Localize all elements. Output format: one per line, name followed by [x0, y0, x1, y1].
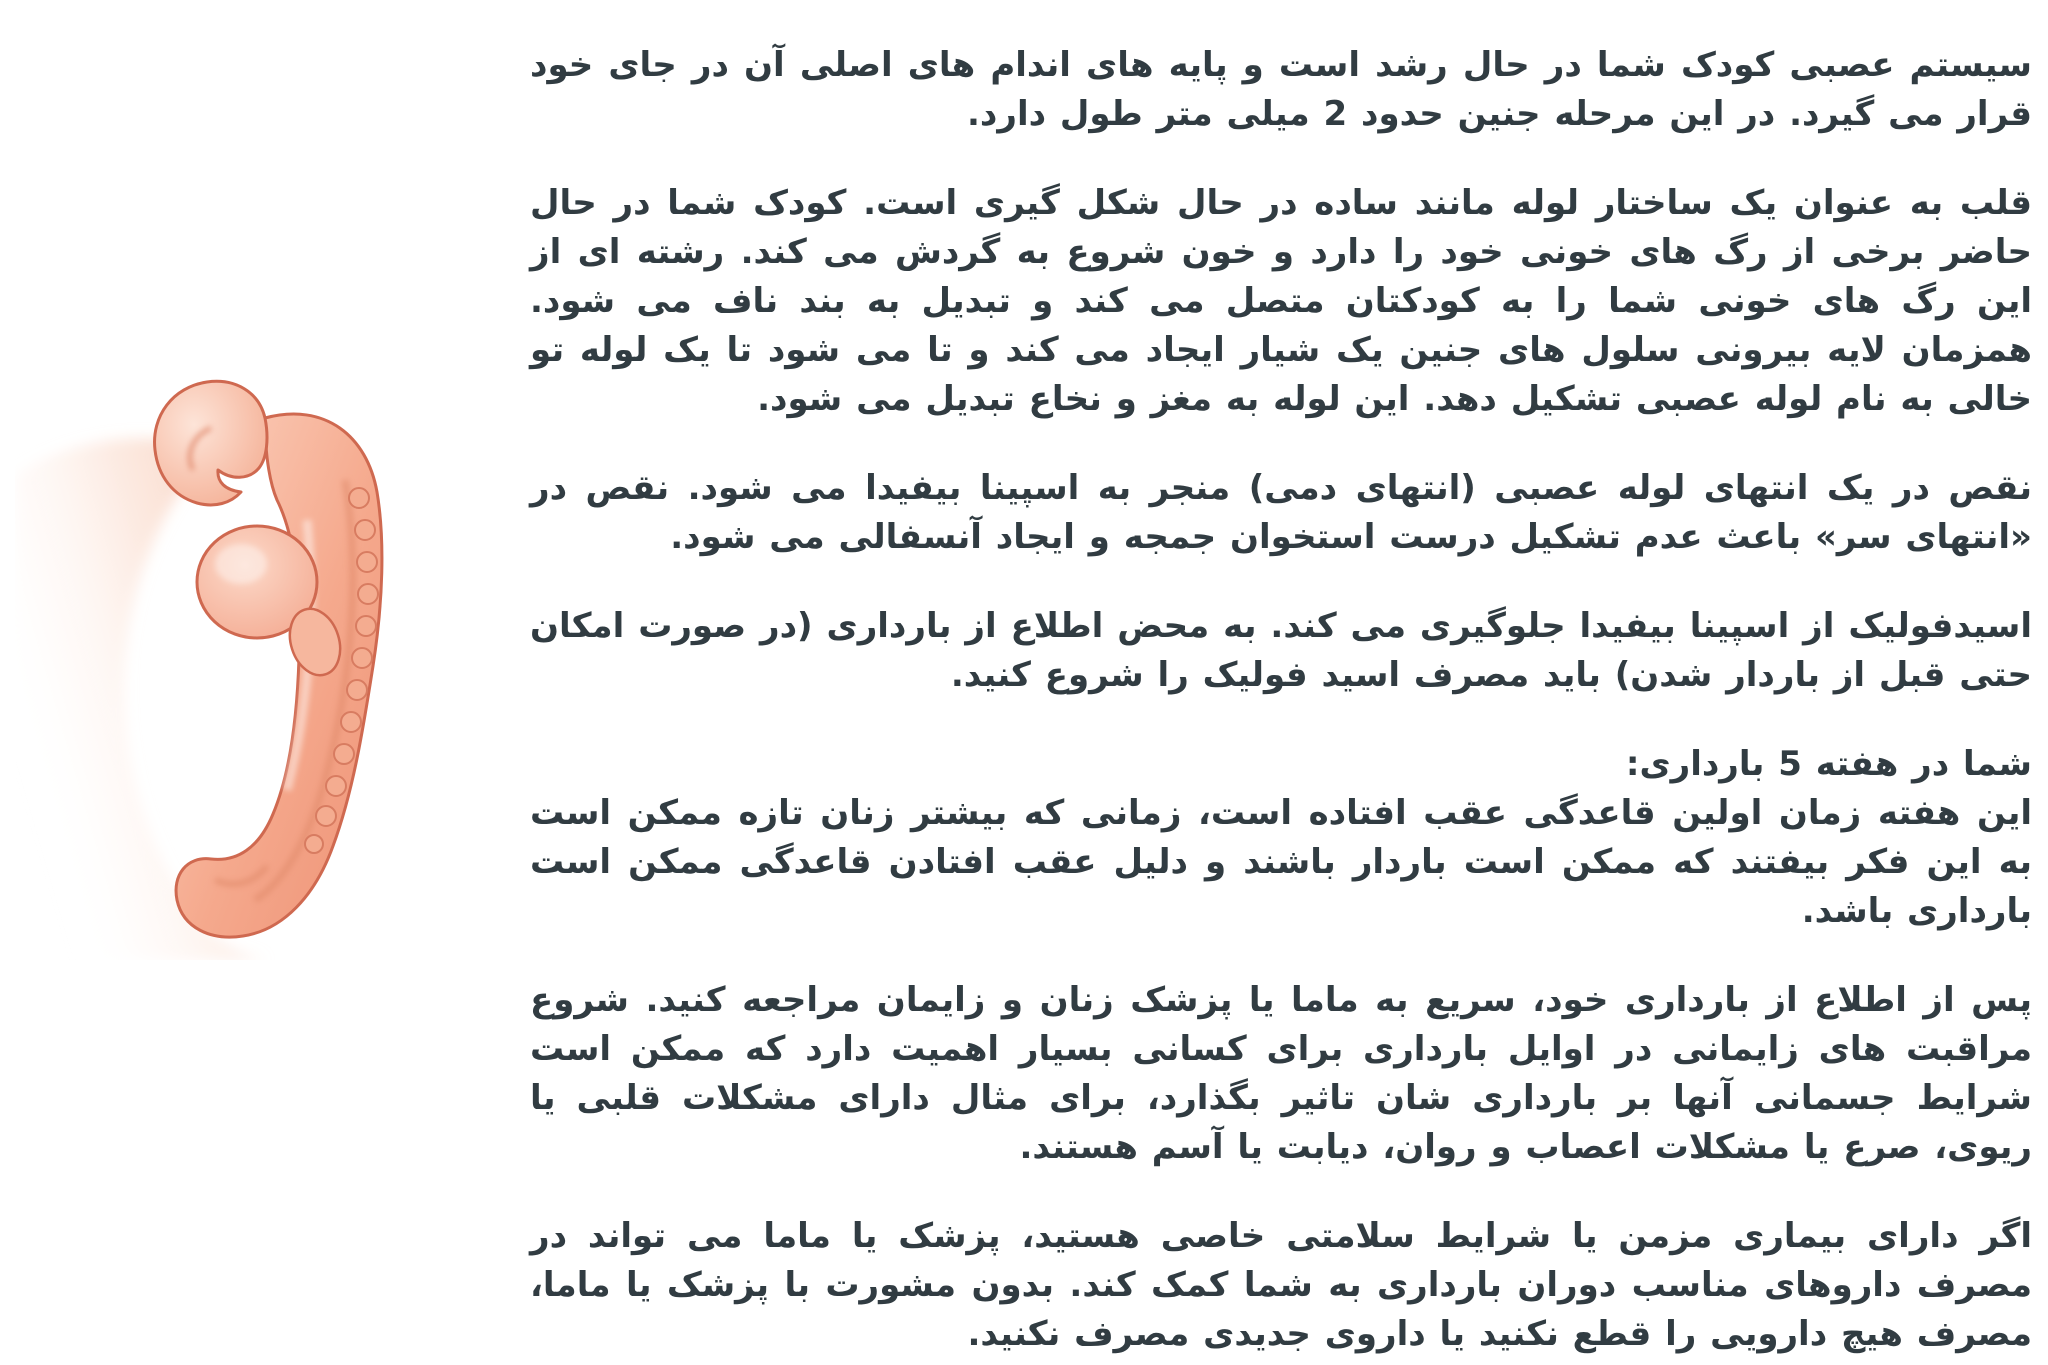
- paragraph-nervous-system: سیستم عصبی کودک شما در حال رشد است و پایه های اندام های اصلی آن در جای خود قرار می گیرد. در این مرحله جنین حدود 2 میلی متر طول دارد.: [530, 45, 2032, 134]
- embryo-head: [155, 381, 267, 505]
- paragraph-missed-period: این هفته زمان اولین قاعدگی عقب افتاده است، زمانی که بیشتر زنان تازه ممکن است به این فکر بیفتند که ممکن است باردار باشند و دلیل عقب افتادن قاعدگی ممکن است بارداری باشد.: [530, 793, 2032, 931]
- paragraph-chronic-conditions: اگر دارای بیماری مزمن یا شرایط سلامتی خاصی هستید، پزشک یا ماما می تواند در مصرف داروهای مناسب دوران بارداری به شما کمک کند. بدون مشورت با پزشک یا ماما، مصرف هیچ دارویی را قطع نکنید یا داروی جدیدی مصرف نکنید.: [530, 1216, 2032, 1354]
- paragraph-heart-neural-tube: قلب به عنوان یک ساختار لوله مانند ساده در حال شکل گیری است. کودک شما در حال حاضر برخی از رگ های خونی خود را دارد و خون شروع به گردش می کند. رشته ای از این رگ های خونی شما را به کودکتان متصل می کند و تبدیل به بند ناف می شود. همزمان لایه بیرونی سلول های جنین یک شیار ایجاد می کند و تا می شود تا یک لوله تو خالی به نام لوله عصبی تشکیل دهد. این لوله به مغز و نخاع تبدیل می شود.: [530, 183, 2032, 419]
- paragraph-prenatal-care: پس از اطلاع از بارداری خود، سریع به ماما یا پزشک زنان و زایمان مراجعه کنید. شروع مراقبت های زایمانی در اوایل بارداری برای کسانی بسیار اهمیت دارد که ممکن است شرایط جسمانی آنها بر بارداری شان تاثیر بگذارد، برای مثال دارای مشکلات قلبی یا ریوی، صرع یا مشکلات اعصاب و روان، دیابت یا آسم هستند.: [530, 980, 2032, 1167]
- paragraph-neural-tube-defects: نقص در یک انتهای لوله عصبی (انتهای دمی) منجر به اسپینا بیفیدا می شود. نقص در «انتهای سر» باعث عدم تشکیل درست استخوان جمجه و ایجاد آنسفالی می شود.: [530, 468, 2032, 557]
- embryo-illustration: [15, 340, 415, 960]
- article-text: [530, 41, 2032, 1359]
- week5-section: [530, 740, 2032, 936]
- paragraph-folic-acid: اسیدفولیک از اسپینا بیفیدا جلوگیری می کند. به محض اطلاع از بارداری (در صورت امکان حتی قبل از باردار شدن) باید مصرف اسید فولیک را شروع کنید.: [530, 606, 2032, 695]
- section-heading: شما در هفته 5 بارداری:: [1625, 744, 2032, 784]
- heart-bulge-highlight: [215, 544, 267, 584]
- embryo-week5-illustration: [15, 340, 415, 960]
